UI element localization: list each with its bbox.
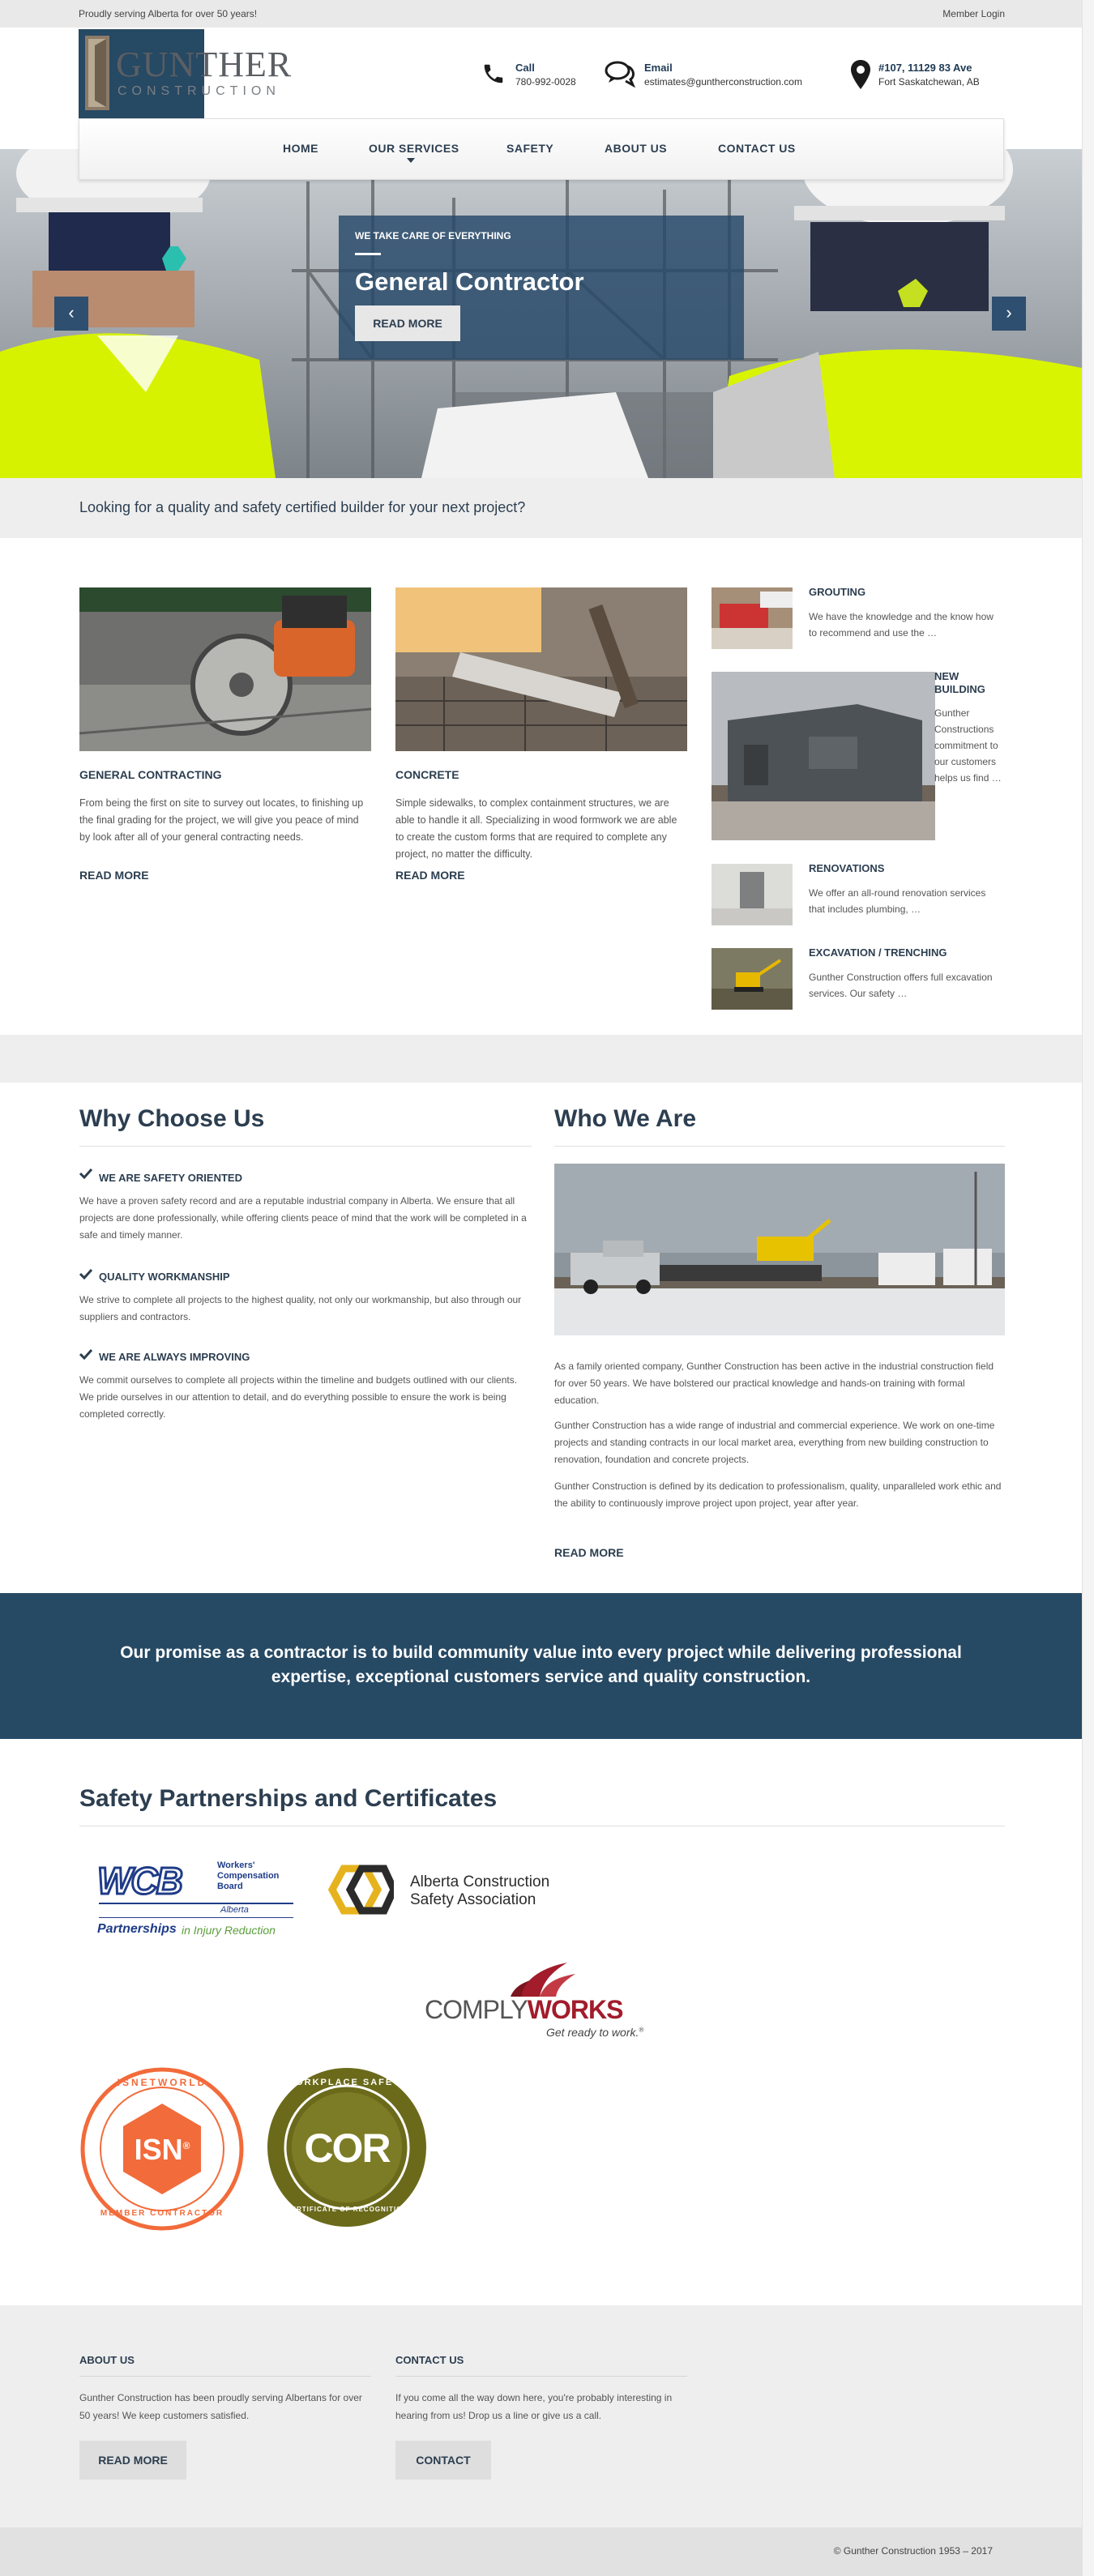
hero-eyebrow: WE TAKE CARE OF EVERYTHING	[355, 230, 511, 241]
new-building-image[interactable]	[712, 672, 935, 840]
cor-bottom-text: CERTIFICATE OF RECOGNITION	[285, 2206, 408, 2213]
hero-caption	[339, 216, 744, 360]
wcb-alberta: Alberta	[220, 1905, 249, 1915]
map-pin-icon	[851, 60, 870, 89]
footer-about-title: ABOUT US	[79, 2354, 135, 2366]
footer-contact-text: If you come all the way down here, you're probably interesting in hearing from us! Drop us a line or give us a call.	[395, 2392, 673, 2421]
general-contracting-image[interactable]	[79, 587, 371, 751]
slider-prev-button[interactable]: ‹	[54, 297, 88, 331]
page-scrollbar[interactable]	[1082, 0, 1094, 2576]
call-info[interactable]	[481, 60, 603, 92]
main-nav	[79, 118, 1004, 180]
nav-safety[interactable]: SAFETY	[506, 142, 554, 155]
complyworks-tagline: Get ready to work.®	[546, 2026, 644, 2039]
logo-name: GUNTHER	[116, 45, 293, 84]
partners-heading: Safety Partnerships and Certificates	[79, 1785, 498, 1812]
why-heading: Why Choose Us	[79, 1105, 265, 1132]
cor-badge[interactable]	[266, 2066, 428, 2228]
logo[interactable]	[79, 29, 322, 118]
acsa-mark-icon	[324, 1857, 394, 1922]
concrete-read-more-link[interactable]: READ MORE	[395, 869, 465, 882]
why-item-title: QUALITY WORKMANSHIP	[99, 1271, 230, 1283]
isn-top-text: ISNETWORLD	[117, 2077, 207, 2088]
concrete-image[interactable]	[395, 587, 687, 751]
promise-text: Our promise as a contractor is to build community value into every project while delivering professional expertise, exceptional customers service and quality construction.	[120, 1643, 962, 1686]
footer-contact-title: CONTACT US	[395, 2354, 464, 2366]
side-service-title[interactable]: RENOVATIONS	[809, 862, 885, 874]
hero-divider	[355, 253, 381, 255]
who-rule	[554, 1146, 1005, 1147]
nav-our-services[interactable]: OUR SERVICES	[369, 142, 459, 155]
check-icon	[79, 1168, 92, 1181]
phone-icon	[481, 60, 506, 88]
top-tagline: Proudly serving Alberta for over 50 years!	[79, 8, 258, 19]
call-value: 780-992-0028	[515, 76, 576, 88]
isn-center-text: ISN®	[134, 2133, 190, 2166]
call-title: Call	[515, 62, 535, 74]
wcb-partnerships: Partnerships	[97, 1922, 177, 1936]
isn-badge[interactable]	[79, 2066, 245, 2232]
service-title[interactable]: CONCRETE	[395, 768, 459, 781]
why-item-title: WE ARE SAFETY ORIENTED	[99, 1172, 242, 1184]
acsa-logo[interactable]	[324, 1856, 575, 1929]
promise-band	[0, 1593, 1082, 1739]
footer-about-text: Gunther Construction has been proudly serving Albertans for over 50 years! We keep customers satisfied.	[79, 2392, 362, 2421]
hero-read-more-button[interactable]: READ MORE	[355, 305, 460, 341]
side-service-title[interactable]: EXCAVATION / TRENCHING	[809, 946, 947, 959]
complyworks-wordmark: COMPLYWORKS	[425, 1995, 623, 2024]
copyright-bar	[0, 2527, 1082, 2576]
address-info	[851, 60, 1005, 92]
check-icon	[79, 1348, 92, 1362]
address-value: Fort Saskatchewan, AB	[878, 76, 980, 88]
who-read-more-link[interactable]: READ MORE	[554, 1546, 624, 1559]
footer-read-more-button[interactable]: READ MORE	[79, 2441, 186, 2480]
service-text: From being the first on site to survey out locates, to finishing up the final grading for the project, we will give you peace of mind by look after all of your general contracting needs.	[79, 797, 364, 843]
excavation-image[interactable]	[712, 948, 793, 1010]
wcb-rule	[99, 1903, 293, 1904]
nav-about-us[interactable]: ABOUT US	[605, 142, 668, 155]
email-title: Email	[644, 62, 673, 74]
why-item-text: We have a proven safety record and are a reputable industrial company in Alberta. We ensure that all projects are done professionally, while offering clients peace of mind that the work will be completed in a safe and timely manner.	[79, 1195, 527, 1241]
wcb-abbr: WCB	[97, 1860, 182, 1902]
side-service-text: We offer an all-round renovation services that includes plumbing, …	[809, 887, 986, 915]
why-item-text: We strive to complete all projects to the highest quality, not only our workmanship, but also through our suppliers and contractors.	[79, 1294, 522, 1322]
side-service-text: Gunther Constructions commitment to our customers helps us find …	[934, 707, 1002, 784]
email-info[interactable]	[605, 60, 831, 92]
wcb-name: Workers' Compensation Board	[217, 1860, 280, 1891]
complyworks-logo[interactable]	[421, 1961, 665, 2042]
general-contracting-read-more-link[interactable]: READ MORE	[79, 869, 149, 882]
complyworks-leaf-icon	[502, 1961, 583, 1997]
wcb-logo[interactable]	[91, 1852, 300, 1940]
why-item-title: WE ARE ALWAYS IMPROVING	[99, 1351, 250, 1363]
side-service-title[interactable]: NEW BUILDING	[934, 670, 985, 695]
side-service-text: We have the knowledge and the know how to recommend and use the …	[809, 611, 994, 639]
chat-icon	[605, 60, 637, 88]
wcb-tagline: in Injury Reduction	[182, 1924, 276, 1937]
nav-home[interactable]: HOME	[283, 142, 318, 155]
who-paragraph: Gunther Construction is defined by its dedication to professionalism, quality, unparalleled work ethic and the ability to continuously improve project upon project, year after year.	[554, 1480, 1002, 1509]
who-paragraph: Gunther Construction has a wide range of industrial and commercial experience. We work on one-time projects and standing contracts in our local market area, everything from new building construction to renovation, foundation and concrete projects.	[554, 1420, 995, 1465]
side-service-text: Gunther Construction offers full excavation services. Our safety …	[809, 972, 993, 999]
member-login-link[interactable]: Member Login	[942, 8, 1005, 19]
acsa-name: Alberta Construction Safety Association	[410, 1873, 550, 1908]
footer-contact-rule	[395, 2376, 687, 2377]
side-service-title[interactable]: GROUTING	[809, 586, 866, 598]
service-title[interactable]: GENERAL CONTRACTING	[79, 768, 222, 781]
who-heading: Who We Are	[554, 1105, 697, 1132]
logo-sub: CONSTRUCTION	[118, 84, 280, 98]
isn-bottom-text: MEMBER CONTRACTOR	[100, 2209, 224, 2218]
footer-about-rule	[79, 2376, 371, 2377]
tagline-text: Looking for a quality and safety certified builder for your next project?	[79, 499, 526, 515]
services-dropdown-icon	[407, 158, 415, 163]
section-divider-band	[0, 1035, 1082, 1083]
who-image	[554, 1164, 1005, 1335]
check-icon	[79, 1268, 92, 1282]
cor-center-text: COR	[304, 2125, 390, 2171]
renovations-image[interactable]	[712, 864, 793, 925]
address-title: #107, 11129 83 Ave	[878, 62, 972, 74]
hero-title: General Contractor	[355, 267, 584, 296]
slider-next-button[interactable]: ›	[992, 297, 1026, 331]
grouting-image[interactable]	[712, 587, 793, 649]
nav-contact-us[interactable]: CONTACT US	[718, 142, 796, 155]
email-value: estimates@guntherconstruction.com	[644, 76, 802, 88]
footer-contact-button[interactable]: CONTACT	[395, 2441, 491, 2480]
tagline-band	[0, 478, 1082, 538]
cor-top-text: WORKPLACE SAFETY	[285, 2078, 408, 2087]
why-item-text: We commit ourselves to complete all projects within the timeline and budgets outlined with our clients. We pride ourselves in our attention to detail, and do everything possible to ensure the work is being completed correctly.	[79, 1374, 518, 1420]
why-rule	[79, 1146, 532, 1147]
copyright-text: © Gunther Construction 1953 – 2017	[833, 2545, 993, 2557]
service-text: Simple sidewalks, to complex containment structures, we are able to handle it all. Specializing in wood formwork we are able to create the custom forms that are required to complete any project, no matter the difficulty.	[395, 797, 677, 860]
who-paragraph: As a family oriented company, Gunther Construction has been active in the industrial construction field for over 50 years. We have bolstered our practical knowledge and hands-on training with formal education.	[554, 1361, 994, 1406]
top-bar	[0, 0, 1094, 28]
wcb-rule-2	[99, 1917, 293, 1918]
